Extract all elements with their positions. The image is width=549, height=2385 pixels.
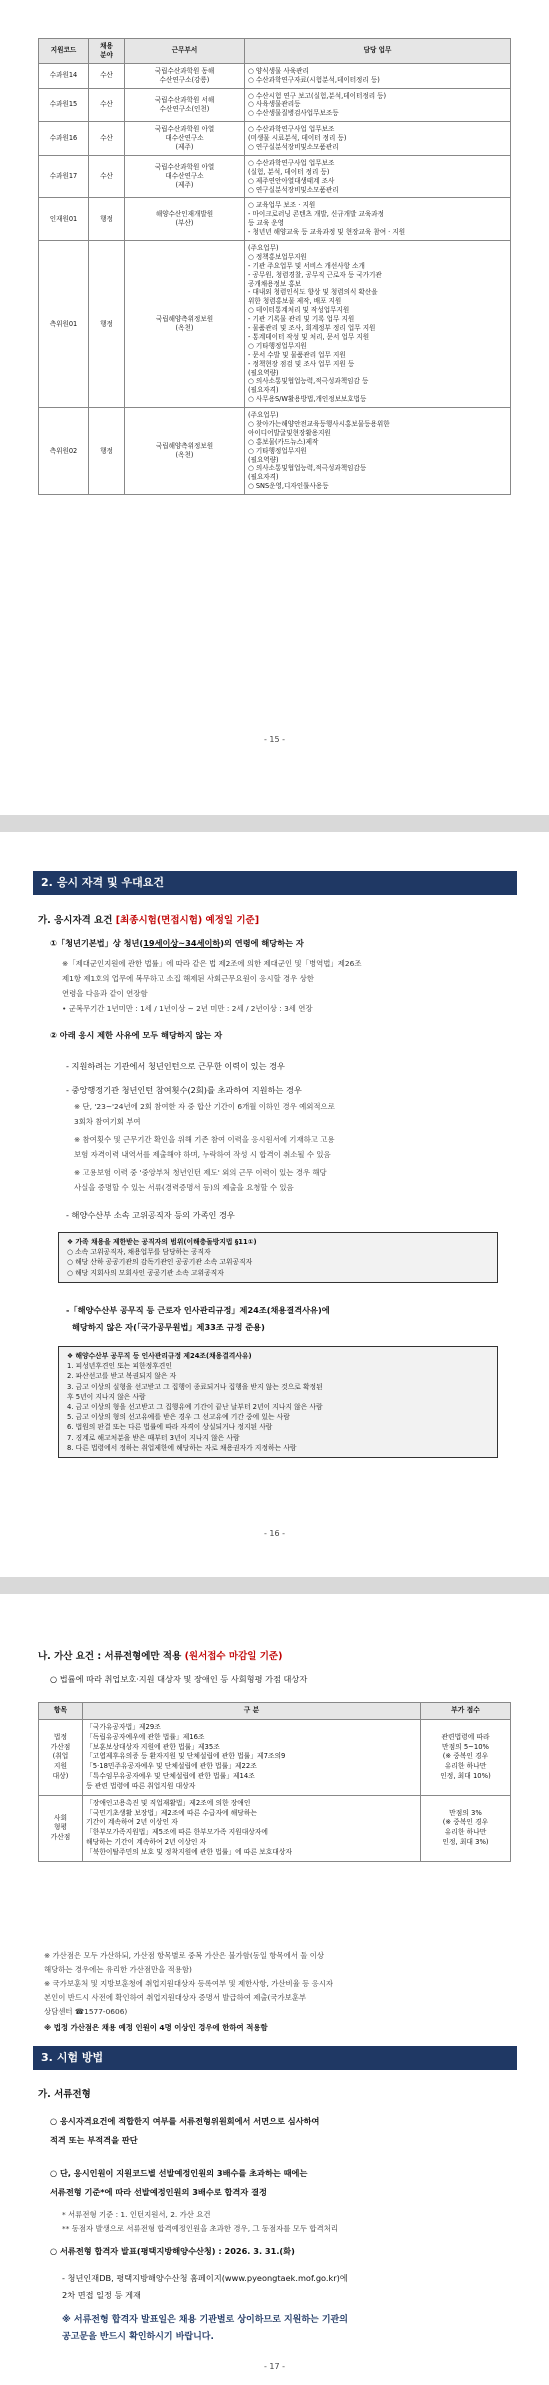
- final-notice: [62, 2312, 348, 2346]
- category-line: 「고엽제후유의증 등 환자지원 및 단체설립에 관한 법률」제7조의9: [86, 1752, 286, 1761]
- restriction-list: [66, 1054, 302, 1102]
- page-number: - 15 -: [263, 735, 286, 744]
- table-row: [39, 241, 511, 408]
- page-15: [0, 0, 549, 815]
- category-line: 「국민기초생활 보장법」제2조에 따른 수급자에 해당하는: [86, 1808, 258, 1817]
- table-row: [39, 1795, 511, 1861]
- section-number: 3.: [41, 2051, 53, 2064]
- box-line: ○ 소속 고위공직자, 채용업무를 담당하는 공직자: [67, 1248, 211, 1257]
- duty-line: 공개채용정보 홍보: [248, 279, 302, 288]
- category-line: 기간이 계속하여 2년 이상인 자: [86, 1818, 178, 1827]
- duty-line: (필요역량): [248, 368, 279, 377]
- bonus-title: 나. 가산 요건 : 서류전형에만 적용: [38, 1651, 182, 1662]
- section-header: [33, 871, 517, 895]
- box-line: 후 5년이 지나지 않은 사람: [67, 1392, 146, 1401]
- duty-line: (필요자격): [248, 386, 279, 395]
- cell-duties: [245, 198, 511, 241]
- table-row: [39, 408, 511, 495]
- bonus-basis: (원서접수 마감일 기준): [184, 1651, 283, 1662]
- points-line: 유리한 하나만: [444, 1762, 487, 1771]
- restriction-item: - 지원하려는 기관에서 청년인턴으로 근무한 이력이 있는 경우: [66, 1061, 285, 1071]
- qualification-basis: [최종시험(면접시험) 예정일 기준]: [115, 915, 260, 926]
- cell-field: 행정: [89, 241, 125, 408]
- cell-field: 수산: [89, 155, 125, 198]
- cell-code: 수과원17: [39, 155, 89, 198]
- duty-line: ○ 홍보물(카드뉴스)제작: [248, 437, 319, 446]
- points-line: 유리한 하나만: [444, 1828, 487, 1837]
- cell-dept: 국립수산과학원 아열 대수산연구소 (제주): [125, 122, 245, 156]
- page-17: [0, 1594, 549, 2385]
- box-line: ○ 해당 산하 공공기관의 감독기관인 공공기관 소속 고위공직자: [67, 1258, 253, 1267]
- para-line: 적격 또는 부적격을 판단: [50, 2135, 138, 2145]
- cell-field: 수산: [89, 122, 125, 156]
- category-line: 「특수임무유공자예우 및 단체설립에 관한 법률」제14조: [86, 1772, 255, 1781]
- note-line: 연령을 다음과 같이 연장함: [62, 989, 148, 998]
- points-line: (※ 중복인 경우: [442, 1752, 489, 1761]
- duty-line: (실험, 분석, 데이터 정리 등): [248, 167, 330, 176]
- duty-line: - 문서 수발 및 물품관리 업무 지원: [248, 350, 346, 359]
- cell-code: 인재원01: [39, 198, 89, 241]
- duty-line: - 정책현장 점검 및 조사 업무 지원 등: [248, 359, 355, 368]
- duty-line: ○ 수산시험 연구 보고(실험,분석,데이터정리 등): [248, 91, 387, 100]
- para-line: 서류전형 기준*에 따라 선발예정인원의 3배수로 합격자 결정: [50, 2187, 267, 2197]
- duty-line: ○ 의사소통및협업능력,적극성과책임감 등: [248, 377, 369, 386]
- note-line: ** 동점자 발생으로 서류전형 합격예정인원을 초과한 경우, 그 동점자를 모두 합격처리: [62, 2224, 338, 2233]
- duty-line: ○ 사육생물관리등: [248, 100, 301, 109]
- note-line: ※ 고용보험 이력 중 '중앙부처 청년인턴 제도' 외의 근무 이력이 있는 경우 해당: [74, 1168, 327, 1177]
- duty-line: ○ 의사소통및협업능력,적극성과책임감등: [248, 464, 367, 473]
- duty-line: ○ 수산과학연구사업 업무보조: [248, 158, 335, 167]
- duty-line: - 기관 주요업무 및 서비스 개선사항 소개: [248, 261, 365, 270]
- rule-line: 해당하지 않은 자(「국가공무원법」제33조 규정 준용): [72, 1322, 265, 1332]
- points-line: 인정, 최대 3%): [442, 1838, 489, 1847]
- duty-line: - 마이크로러닝 콘텐츠 개발, 신규개발 교육과정: [248, 210, 384, 219]
- result-announcement: ○ 서류전형 합격자 발표(평택지방해양수산청) : 2026. 3. 31.(화): [50, 2246, 295, 2256]
- box-title: ❖ 해양수산부 공무직 등 인사관리규정 제24조(채용결격사유): [67, 1352, 252, 1360]
- qualification-title: 가. 응시자격 요건: [38, 915, 113, 926]
- cell-dept: 국립수산과학원 아열 대수산연구소 (제주): [125, 155, 245, 198]
- cell-duties: [245, 408, 511, 495]
- cell-duties: [245, 241, 511, 408]
- category-line: 해당하는 기간이 계속하여 2년 이상인 자: [86, 1838, 207, 1847]
- cell-field: 수산: [89, 63, 125, 88]
- cell-dept: 국립해양측위정보원 (옥천): [125, 241, 245, 408]
- notice-line: ※ 서류전형 합격자 발표일은 채용 기관별로 상이하므로 지원하는 기관의: [62, 2315, 348, 2325]
- box-line: 4. 금고 이상의 형을 선고받고 그 집행유예 기간이 끝난 날부터 2년이 지나지 않은 사람: [67, 1402, 323, 1411]
- cell-code: 측위원01: [39, 241, 89, 408]
- header-code: 지원코드: [39, 39, 89, 64]
- header-duties: 담당 업무: [245, 39, 511, 64]
- duty-line: ○ 기타행정업무지원: [248, 341, 307, 350]
- duty-line: - 물품관리 및 조사, 회계정부 정리 업무 지원: [248, 324, 376, 333]
- duty-line: ○ 양식생물 사육관리: [248, 66, 309, 75]
- header-points: 부가 점수: [421, 1703, 511, 1720]
- box-line: 1. 피성년후견인 또는 피한정후견인: [67, 1362, 172, 1371]
- category-line: 「한부모가족지원법」제5조에 따른 한부모가족 지원대상자에: [86, 1828, 268, 1837]
- screening-para-2: [50, 2164, 307, 2202]
- note-line: ※ 국가보훈처 및 지방보훈청에 취업지원대상자 등록여부 및 제한사항, 가산비율 등 응시자: [44, 1979, 334, 1988]
- para-line: ○ 단, 응시인원이 지원코드별 선발예정인원의 3배수를 초과하는 때에는: [50, 2168, 308, 2178]
- cell-dept: 해양수산인재개발원 (부산): [125, 198, 245, 241]
- para-line: 2차 면접 일정 등 게재: [62, 2290, 141, 2300]
- table-row: [39, 155, 511, 198]
- box-line: 7. 징계로 해고처분을 받은 때부터 3년이 지나지 않은 사람: [67, 1433, 240, 1442]
- cell-item: 법정 가산점 (취업 지원 대상): [39, 1719, 83, 1795]
- note-line: ※「제대군인지원에 관한 법률」에 따라 같은 법 제2조에 의한 제대군인 및「병역법」제26조: [62, 959, 362, 968]
- cell-points: [421, 1795, 511, 1861]
- duty-line: 위한 청렴홍보물 제작, 배포 지원: [248, 297, 342, 306]
- cell-code: 수과원14: [39, 63, 89, 88]
- section-header: [33, 2046, 517, 2070]
- duty-line: (필요자격): [248, 473, 279, 482]
- document-screening-title: 가. 서류전형: [38, 2089, 91, 2100]
- box-line: ○ 해당 지회사의 모회사인 공공기관 소속 고위공직자: [67, 1268, 224, 1277]
- restriction-item: - 중앙행정기관 청년인턴 참여횟수(2회)를 초과하여 지원하는 경우: [66, 1085, 302, 1095]
- duty-line: ○ 데이터통계처리 및 작성업무지원: [248, 306, 350, 315]
- duty-line: ○ 사무용S/W활용방법,개인정보보호법등: [248, 395, 367, 404]
- note-line: 본인이 반드시 사전에 확인하여 취업지원대상자 증명서 발급하여 제출(국가보훈부: [44, 1993, 307, 2002]
- note-line: ※ 단, '23~'24년에 2회 참여한 자 중 합산 기간이 6개월 이하인 경우 예외적으로: [74, 1102, 335, 1111]
- result-channel: [62, 2270, 348, 2304]
- duty-line: ○ 수산과학연구사업 업무보조: [248, 125, 335, 134]
- section-number: 2.: [41, 876, 53, 889]
- age-requirement: [50, 938, 304, 949]
- cell-category: [83, 1795, 421, 1861]
- duty-line: - 통계데이터 작성 및 처리, 문서 업무 지원: [248, 332, 370, 341]
- table-header-row: [39, 39, 511, 64]
- table-header-row: [39, 1703, 511, 1720]
- duty-line: 등 교육 운영: [248, 219, 285, 228]
- category-line: 「북한이탈주민의 보호 및 정착지원에 관한 법률」에 따른 보호대상자: [86, 1847, 292, 1856]
- points-line: (※ 중복인 경우: [442, 1818, 489, 1827]
- staff-duty-table: [38, 38, 511, 495]
- cell-duties: [245, 63, 511, 88]
- bonus-notes: [44, 1949, 333, 2019]
- header-dept: 근무부서: [125, 39, 245, 64]
- table-row: [39, 198, 511, 241]
- restriction-item-family: - 해양수산부 소속 고위공직자 등의 가족인 경우: [66, 1210, 235, 1220]
- para-line: ○ 응시자격요건에 적합한지 여부를 서류전형위원회에서 서면으로 심사하여: [50, 2116, 320, 2126]
- duty-line: ○ 제주연안아열대생태계 조사: [248, 176, 335, 185]
- cell-dept: 국립수산과학원 동해 수산연구소(강릉): [125, 63, 245, 88]
- legal-bonus-note: ※ 법정 가산점은 채용 예정 인원이 4명 이상인 경우에 한하여 적용함: [44, 2023, 268, 2032]
- qualification-heading: [38, 912, 259, 926]
- duty-line: (주요업무): [248, 244, 279, 253]
- duty-line: ○ 정책홍보업무지원: [248, 252, 307, 261]
- box-line: 2. 파산선고를 받고 복권되지 않은 자: [67, 1372, 177, 1381]
- points-line: 만점의 5~10%: [442, 1742, 489, 1751]
- age-range: 19세이상~34세이하: [143, 938, 221, 948]
- points-line: 관련법령에 따라: [441, 1732, 490, 1741]
- age-prefix: ①「청년기본법」상 청년(: [50, 938, 144, 948]
- points-line: 인정, 최대 10%): [440, 1772, 491, 1781]
- section-title: 시험 방법: [56, 2051, 104, 2064]
- cell-field: 행정: [89, 198, 125, 241]
- duty-line: ○ 찾아가는해양안전교육등행사시홍보물등용위한: [248, 419, 390, 428]
- cell-item: 사회 형평 가산점: [39, 1795, 83, 1861]
- note-line: 사실을 증명할 수 있는 서류(경력증명서 등)의 제출을 요청할 수 있음: [74, 1182, 294, 1192]
- duty-line: - 대내외 청렴인식도 향상 및 청렴의식 확산을: [248, 288, 378, 297]
- duty-line: ○ 연구실분석장비및소모품관리: [248, 185, 339, 194]
- cell-duties: [245, 155, 511, 198]
- cell-code: 수과원15: [39, 88, 89, 122]
- bonus-heading: [38, 1648, 282, 1662]
- cell-code: 수과원16: [39, 122, 89, 156]
- cell-category: [83, 1719, 421, 1795]
- cell-dept: 국립해양측위정보원 (옥천): [125, 408, 245, 495]
- box-line: 6. 법원의 판결 또는 다른 법률에 따라 자격이 상실되거나 정지된 사람: [67, 1423, 273, 1432]
- category-line: 「장애인고용촉진 및 직업재활법」제2조에 의한 장애인: [86, 1798, 251, 1807]
- restriction-notes: [74, 1100, 335, 1195]
- duty-line: ○ 교육업무 보조 · 지원: [248, 201, 316, 210]
- note-line: * 서류전형 기준 : 1. 인턴지원서, 2. 가산 요건: [62, 2210, 211, 2219]
- table-row: [39, 122, 511, 156]
- box-line: 3. 금고 이상의 실형을 선고받고 그 집행이 종료되거나 집행을 받지 않는 것으로 확정된: [67, 1382, 323, 1391]
- duty-line: ○ SNS운영,디자인툴사용등: [248, 482, 329, 491]
- category-line: 「보훈보상대상자 지원에 관한 법률」제35조: [86, 1742, 220, 1751]
- box-line: 8. 다른 법령에서 정하는 취업제한에 해당하는 자로 채용권자가 지정하는 사람: [67, 1443, 297, 1452]
- note-line: 3회차 참여기회 부여: [74, 1116, 141, 1126]
- family-restriction-box: [58, 1232, 498, 1283]
- note-line: 상담센터 ☎1577-0606): [44, 2007, 128, 2016]
- para-line: - 청년인재DB, 평택지방해양수산청 홈페이지(www.pyeongtaek.mof.go.kr)에: [62, 2273, 348, 2283]
- age-suffix: )의 연령에 해당하는 자: [220, 938, 304, 948]
- section-title: 응시 자격 및 우대요건: [56, 876, 164, 889]
- bonus-target: ○ 법률에 따라 취업보호·지원 대상자 및 장애인 등 사회형평 가점 대상자: [50, 1674, 308, 1684]
- header-item: 항목: [39, 1703, 83, 1720]
- cell-duties: [245, 88, 511, 122]
- bonus-points-table: [38, 1702, 511, 1862]
- note-line: • 군복무기간 1년미만 : 1세 / 1년이상 ~ 2년 미만 : 2세 / 2년이상 : 3세 연장: [62, 1004, 313, 1013]
- points-line: 만점의 3%: [449, 1808, 482, 1817]
- duty-line: (미생물 시료분석, 데이터 정리 등): [248, 134, 347, 143]
- duty-line: ○ 수산생물질병검사업무보조등: [248, 109, 339, 118]
- cell-points: [421, 1719, 511, 1795]
- note-line: 보험 자격이력 내역서를 제출해야 하며, 누락하여 작성 시 합격이 취소될 수 있음: [74, 1149, 331, 1159]
- duty-line: - 공무원, 청렴경찰, 공무직 근로자 등 국가기관: [248, 270, 382, 279]
- duty-line: ○ 기타행정업무지원: [248, 446, 307, 455]
- note-line: ※ 참여횟수 및 근무기간 확인을 위해 기존 참여 이력을 응시원서에 기재하고 고용: [74, 1135, 335, 1144]
- restriction-heading: ② 아래 응시 제한 사유에 모두 해당하지 않는 자: [50, 1030, 223, 1040]
- page-16: [0, 832, 549, 1577]
- page-number: - 16 -: [263, 1529, 286, 1538]
- note-line: 제1항 제1호의 업무에 복무하고 소집 해제된 사회근무요원이 응시할 경우 상한: [62, 974, 314, 983]
- table-row: [39, 1719, 511, 1795]
- duty-line: 아이디어발굴및현장활용지원: [248, 428, 331, 437]
- duty-line: (주요업무): [248, 411, 279, 420]
- screening-criteria-notes: [62, 2208, 338, 2236]
- age-extension-note: [62, 956, 361, 1016]
- rule-line: -「해양수산부 공무직 등 근로자 인사관리규정」제24조(채용결격사유)에: [66, 1305, 330, 1315]
- disqualification-rule: [66, 1302, 330, 1336]
- duty-line: - 기관 기록물 관리 및 기록 업무 지원: [248, 315, 355, 324]
- cell-field: 행정: [89, 408, 125, 495]
- notice-line: 공고문을 반드시 확인하시기 바랍니다.: [62, 2332, 214, 2342]
- category-line: 「독립유공자예우에 관한 법률」제16조: [86, 1732, 205, 1741]
- duty-line: - 청년년 해양교육 등 교육과정 및 현장교육 참여 · 지원: [248, 228, 406, 237]
- category-line: 「국가유공자법」제29조: [86, 1722, 161, 1731]
- cell-code: 측위원02: [39, 408, 89, 495]
- note-line: 해당하는 경우에는 유리한 가산점만을 적용함): [44, 1965, 192, 1974]
- duty-line: ○ 수산과학연구자료(시험분석,데이터정리 등): [248, 75, 380, 84]
- cell-duties: [245, 122, 511, 156]
- cell-dept: 국립수산과학원 서해 수산연구소(인천): [125, 88, 245, 122]
- table-row: [39, 88, 511, 122]
- category-line: 「5·18민주유공자예우 및 단체설립에 관한 법률」제22조: [86, 1762, 257, 1771]
- note-line: ※ 가산점은 모두 가산하되, 가산점 항목별로 중복 가산은 불가함(동일 항목에서 둘 이상: [44, 1951, 325, 1960]
- box-title: ❖ 가족 채용을 제한받는 공직자의 범위(이해충돌방지법 §11①): [67, 1238, 257, 1246]
- duty-line: ○ 연구실분석장비및소모품관리: [248, 143, 339, 152]
- disqualification-box: [58, 1346, 498, 1458]
- page-number: - 17 -: [263, 2362, 286, 2371]
- duty-line: (필요역량): [248, 455, 279, 464]
- header-category: 구 분: [83, 1703, 421, 1720]
- header-field: 채용 분야: [89, 39, 125, 64]
- box-line: 5. 금고 이상의 형의 선고유예를 받은 경우 그 선고유예 기간 중에 있는 사람: [67, 1413, 290, 1422]
- screening-para-1: [50, 2112, 319, 2150]
- cell-field: 수산: [89, 88, 125, 122]
- table-row: [39, 63, 511, 88]
- category-line: 등 관련 법령에 따른 취업지원 대상자: [86, 1781, 196, 1790]
